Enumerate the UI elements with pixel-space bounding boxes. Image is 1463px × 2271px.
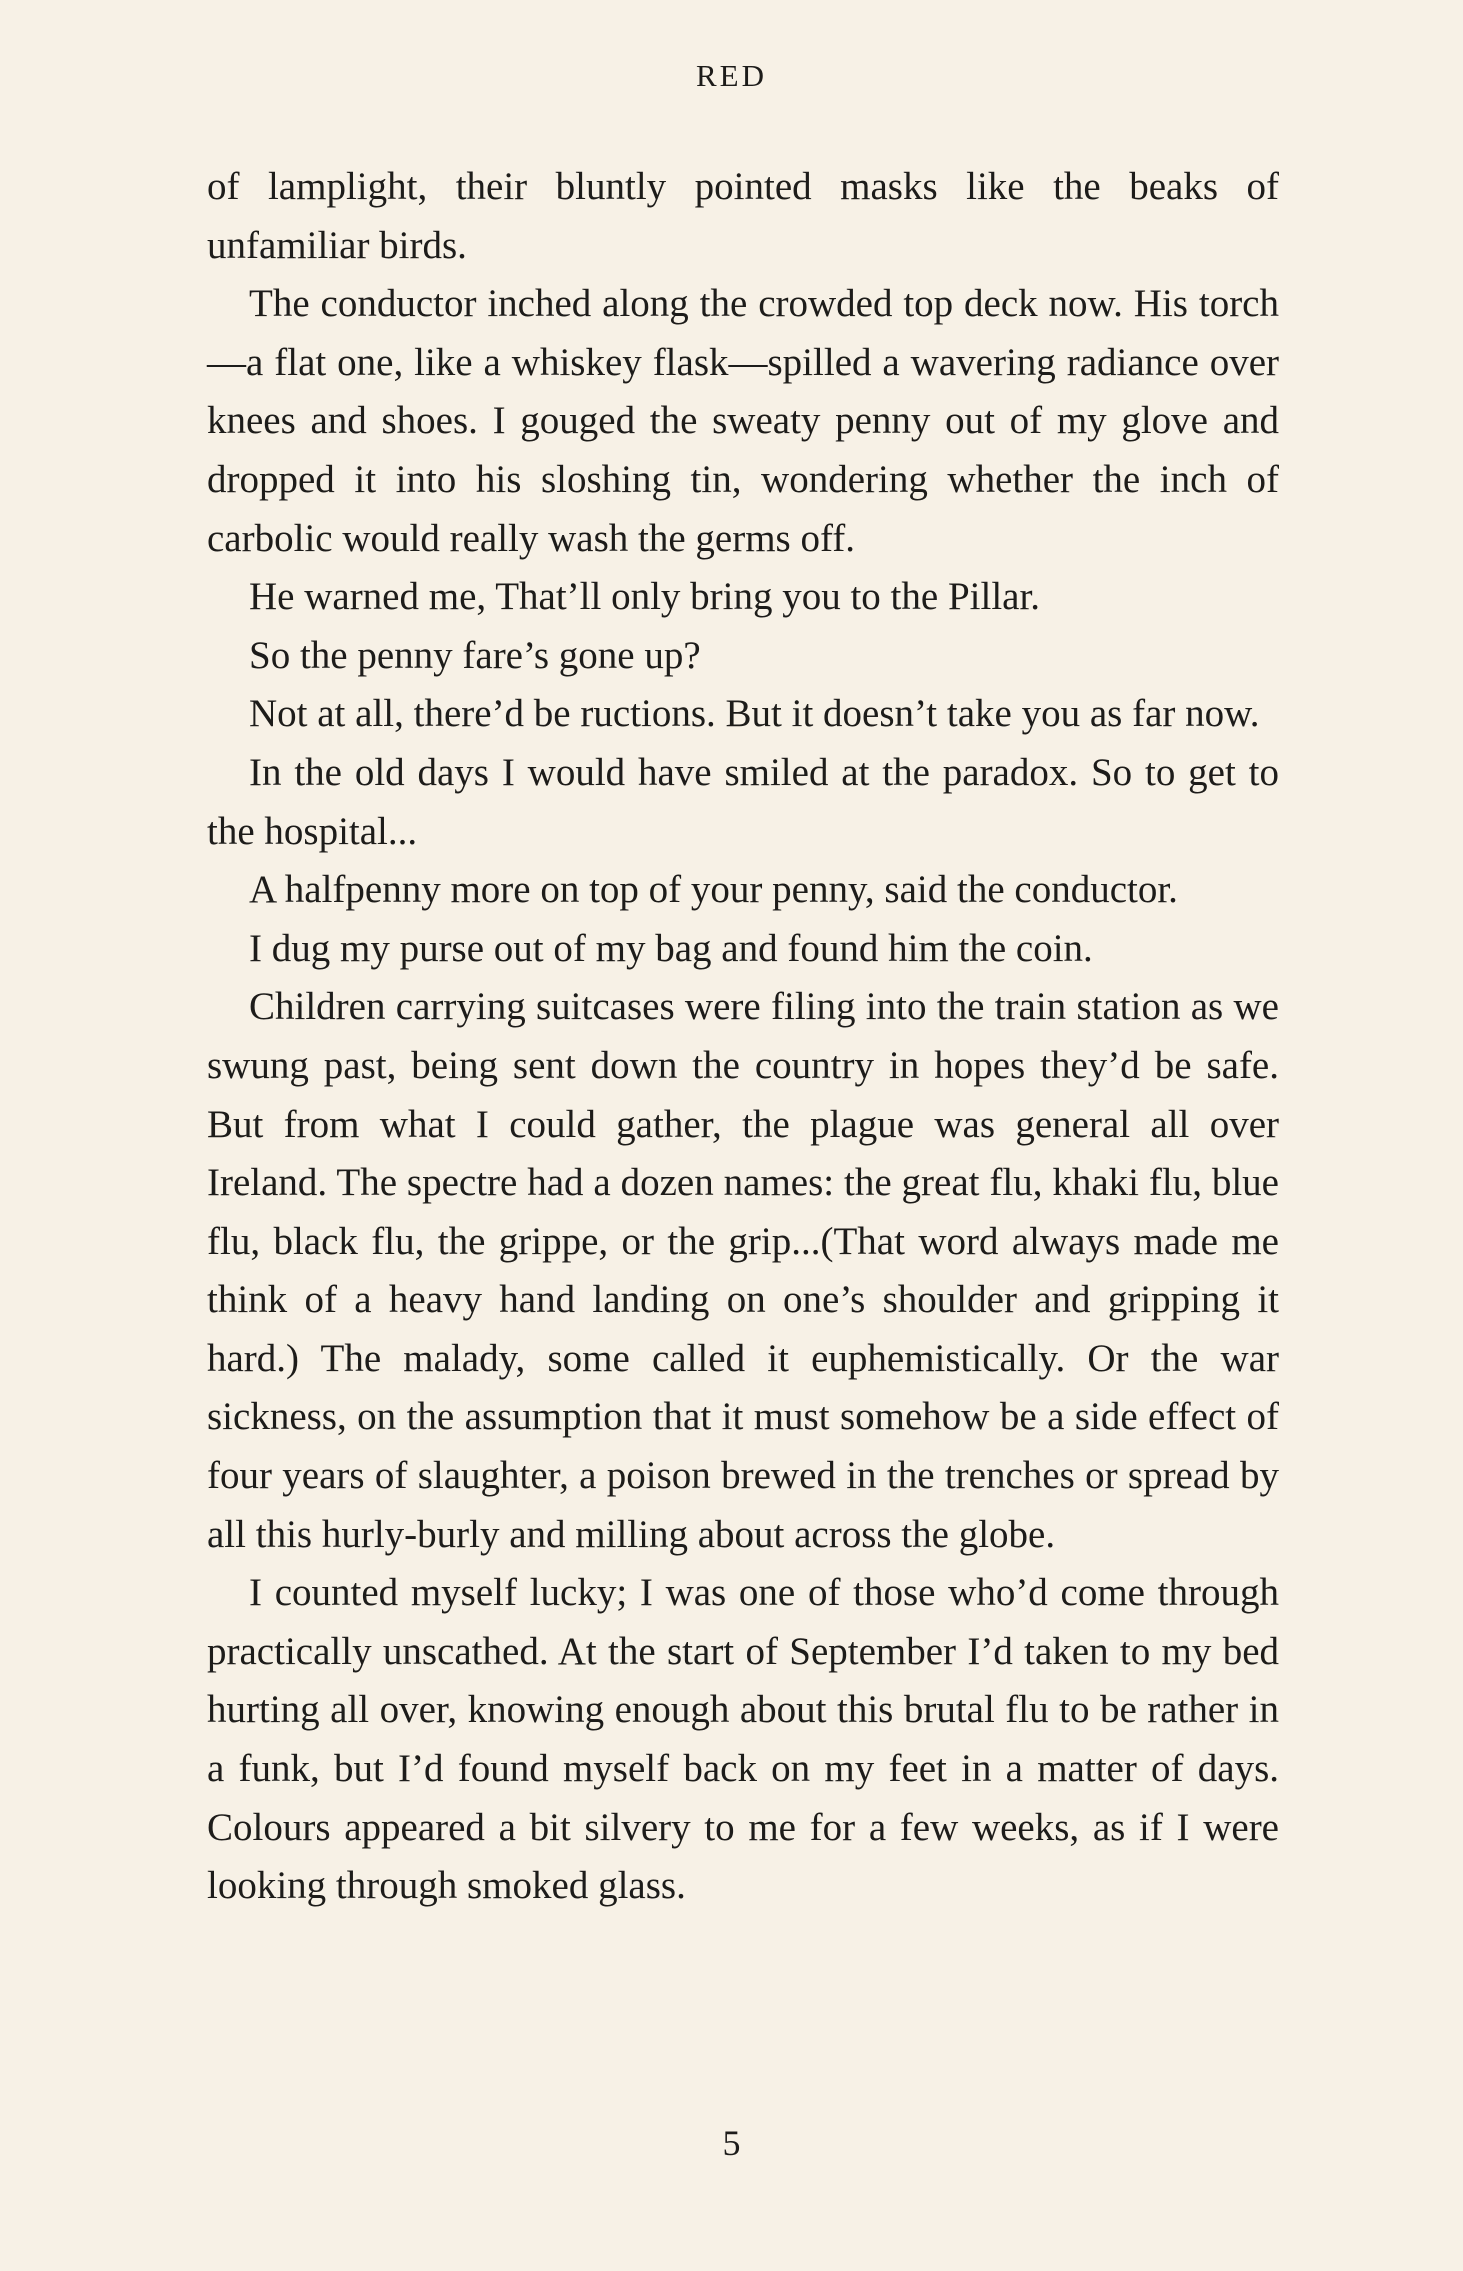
paragraph: A halfpenny more on top of your penny, said the conductor. — [249, 868, 1178, 912]
paragraph: In the old days I would have smiled at the paradox. So to get to the hospital... — [207, 750, 1279, 853]
running-head: RED — [696, 58, 767, 93]
paragraph: of lamplight, their bluntly pointed masks like the beaks of unfamiliar birds. — [207, 165, 1279, 267]
paragraph: The conductor inched along the crowded top deck now. His torch—a flat one, like a whiskey flask—spilled a wavering radiance over knees and shoes. I gouged the sweaty penny out of my glove and dropped it into his sloshing tin, wondering whether the inch of carbolic would really wash the germs off. — [207, 282, 1279, 560]
paragraph: Children carrying suitcases were filing into the train station as we swung past, being sent down the country in hopes they’d be safe. But from what I could gather, the plague was general all over Ireland. The spectre had a dozen names: the great flu, khaki flu, blue flu, black flu, the grippe, or the grip...(That word always made me think of a heavy hand landing on one’s shoulder and gripping it hard.) The malady, some called it euphemistically. Or the war sickness, on the assumption that it must somehow be a side effect of four years of slaughter, a poison brewed in the trenches or spread by all this hurly-burly and milling about across the globe. — [207, 985, 1279, 1556]
paragraph: He warned me, That’ll only bring you to the Pillar. — [249, 575, 1041, 619]
page-number: 5 — [722, 2123, 741, 2163]
paragraph: Not at all, there’d be ructions. But it doesn’t take you as far now. — [249, 692, 1260, 736]
body-text — [207, 158, 1279, 1916]
paragraph: So the penny fare’s gone up? — [249, 633, 701, 677]
paragraph: I dug my purse out of my bag and found him the coin. — [249, 926, 1093, 970]
paragraph: I counted myself lucky; I was one of those who’d come through practically unscathed. At the start of September I’d taken to my bed hurting all over, knowing enough about this brutal flu to be rather in a funk, but I’d found myself back on my feet in a matter of days. Colours appeared a bit silvery to me for a few weeks, as if I were looking through smoked glass. — [207, 1571, 1279, 1908]
